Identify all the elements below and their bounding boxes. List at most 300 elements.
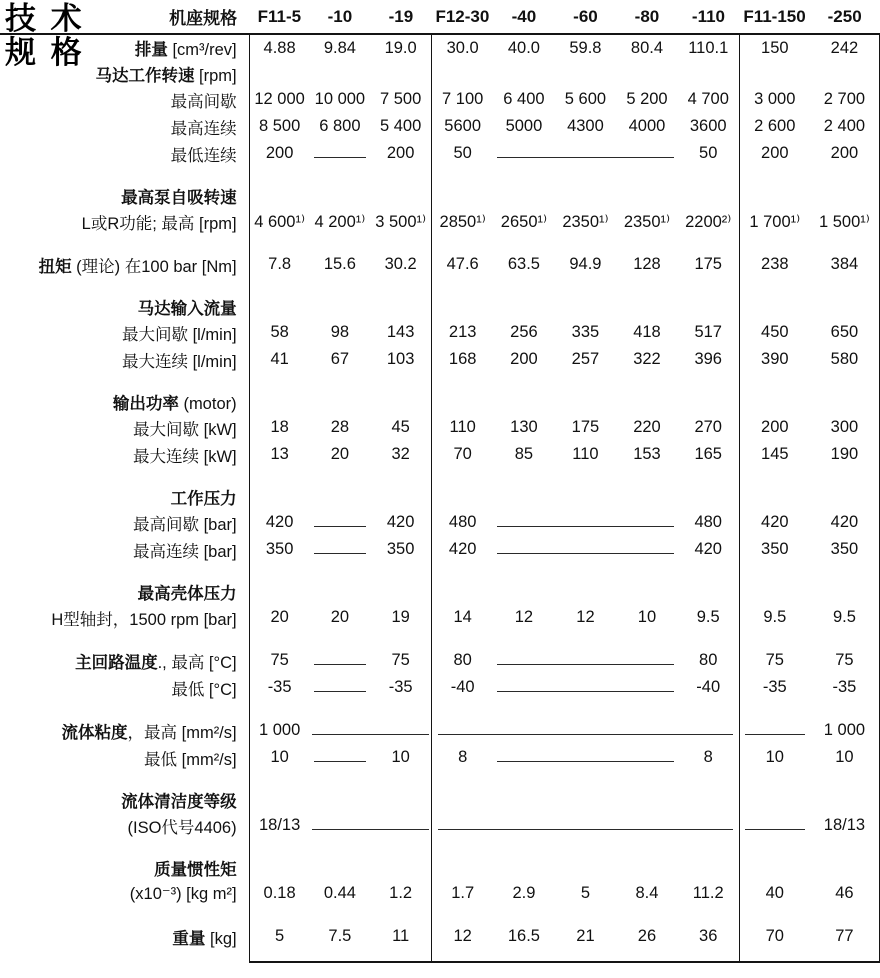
value-cell: -35 [388,678,413,696]
value-cell: 19 [391,608,410,626]
data-row [0,441,880,468]
span-line-cell [432,717,740,744]
value-cell: 175 [571,418,600,436]
value-cell: 2350¹⁾ [562,212,609,231]
row-label: H型轴封，1500 rpm [bar] [51,610,237,629]
empty-cell [739,579,879,604]
data-row [0,880,880,907]
value-cell: 50 [699,144,718,162]
value-cell: 2 600 [739,113,810,140]
data-row [0,113,880,140]
spacer-row [0,167,880,183]
value-cell: 153 [633,445,661,463]
empty-cell [739,839,879,855]
value-cell: 30.2 [384,255,417,273]
value-cell: 4 200¹⁾ [314,212,366,231]
empty-cell [249,183,432,208]
empty-cell [739,468,879,484]
continuation-line [314,553,366,554]
row-label [0,950,249,962]
empty-cell [249,787,432,812]
span-line-cell [739,812,810,839]
value-cell: 2 700 [810,86,880,113]
value-cell: 18/13 [249,812,310,839]
value-cell: 40 [739,880,810,907]
empty-cell [739,855,879,880]
empty-cell [432,389,740,414]
page-title [5,2,85,70]
row-label: 最高连续 [bar] [133,542,237,561]
value-cell: 28 [330,418,350,436]
continuation-line [314,526,366,527]
empty-cell [249,484,432,509]
empty-cell [739,787,879,812]
empty-cell [249,167,432,183]
value-cell: 7 100 [432,86,494,113]
value-cell: 322 [633,350,661,368]
row-label: 最大间歇 [l/min] [122,325,237,344]
value-cell: -35 [739,674,810,701]
value-cell: 11 [392,927,410,945]
value-cell: 80 [432,647,494,674]
value-cell: 450 [739,319,810,346]
row-label: 最低 [°C] [171,680,237,699]
row-label: 最高连续 [170,119,237,138]
value-cell: 10 000 [314,90,366,108]
value-cell: 77 [810,923,880,950]
value-cell: 1 000 [249,717,310,744]
corner-label: 机座规格 [0,0,249,34]
continuation-line [314,761,366,762]
spacer-row [0,839,880,855]
empty-cell [739,278,879,294]
row-label [0,563,249,579]
empty-cell [249,771,432,787]
value-cell: 67 [330,350,350,368]
continuation-line [312,734,429,735]
value-cell: -40 [432,674,494,701]
value-cell: 18/13 [810,812,880,839]
data-row [0,34,880,61]
continuation-line [497,157,674,158]
column-header: -19 [370,0,432,34]
value-cell: 396 [694,350,722,368]
empty-cell [739,771,879,787]
value-cell: 3 000 [739,86,810,113]
value-cell: 46 [810,880,880,907]
column-header: -10 [310,0,371,34]
value-cell: 150 [739,34,810,61]
value-cell: 580 [810,346,880,373]
value-cell: 200 [810,140,880,167]
empty-cell [249,907,432,923]
value-cell: 8.4 [635,884,659,902]
value-cell: 200 [510,350,538,368]
value-cell: 10 [249,744,310,771]
value-cell: 190 [810,441,880,468]
row-label: 最大连续 [l/min] [122,352,237,371]
value-cell: 20 [249,604,310,631]
value-cell: 480 [694,513,722,531]
spacer-row [0,235,880,251]
page-title-line-1: 技 术 [5,1,85,36]
value-cell: 75 [249,647,310,674]
empty-cell [432,631,740,647]
value-cell: 1.2 [389,884,413,902]
row-label: 排量 [cm³/rev] [134,41,237,59]
value-cell: 50 [432,140,494,167]
row-label: 流体清洁度等级 [121,792,237,811]
value-cell: 7.5 [328,927,352,945]
empty-cell [432,468,740,484]
column-header: -80 [616,0,678,34]
row-label: 扭矩 (理论) 在100 bar [Nm] [38,257,237,276]
value-cell: 2 400 [810,113,880,140]
spacer-row [0,631,880,647]
value-cell: 2200²⁾ [685,212,732,231]
value-cell: 10 [810,744,880,771]
empty-cell [432,183,740,208]
data-row [0,208,880,235]
empty-cell [432,907,740,923]
value-cell: 12 [576,608,595,626]
empty-cell [249,855,432,880]
row-label [0,771,249,787]
continuation-line [497,526,674,527]
data-row [0,647,880,674]
value-cell: 6 800 [319,117,361,135]
empty-cell [432,701,740,717]
value-cell: 75 [810,647,880,674]
value-cell: 256 [510,323,538,341]
value-cell: 19.0 [384,38,417,57]
value-cell: 4000 [628,117,666,135]
value-cell: 6 400 [503,90,545,108]
empty-cell [432,839,740,855]
value-cell: 12 000 [249,86,310,113]
value-cell: 32 [391,445,410,463]
row-label: 最大间歇 [kW] [133,420,237,439]
value-cell: 143 [386,323,415,341]
value-cell: 420 [386,513,415,531]
value-cell: 15.6 [323,255,356,273]
value-cell: 2350¹⁾ [623,212,671,231]
value-cell: 1 500¹⁾ [810,208,880,235]
empty-cell [432,771,740,787]
empty-cell [432,563,740,579]
value-cell: 70 [739,923,810,950]
value-cell: 200 [739,140,810,167]
section-row [0,294,880,319]
data-row [0,251,880,278]
empty-cell [249,839,432,855]
span-line-cell [493,536,678,563]
data-row [0,604,880,631]
row-label: 主回路温度., 最高 [°C] [75,653,237,672]
value-cell: 350 [810,536,880,563]
row-label [0,907,249,923]
value-cell: 420 [739,509,810,536]
value-cell: 9.5 [696,608,720,626]
empty-cell [249,235,432,251]
empty-cell [432,373,740,389]
value-cell: 1 700¹⁾ [739,208,810,235]
value-cell: 9.5 [739,604,810,631]
row-label: 输出功率 (motor) [112,394,237,413]
section-row [0,787,880,812]
value-cell: 5600 [432,113,494,140]
value-cell: 5 [249,923,310,950]
value-cell: 168 [432,346,494,373]
value-cell: 110 [572,445,599,463]
value-cell: 94.9 [569,255,602,273]
value-cell: 384 [810,251,880,278]
value-cell: 20 [330,445,350,463]
empty-cell [739,950,879,962]
value-cell: 130 [510,418,538,436]
value-cell: 418 [633,323,661,341]
empty-cell [249,294,432,319]
spacer-row [0,701,880,717]
value-cell: 213 [432,319,494,346]
value-cell: 420 [249,509,310,536]
row-label: 最高间歇 [170,92,237,111]
span-line-cell [310,647,371,674]
row-label: 最大连续 [kW] [133,447,237,466]
value-cell: 350 [249,536,310,563]
section-row [0,61,880,86]
value-cell: 75 [391,651,410,669]
spacer-row [0,468,880,484]
continuation-line [497,553,674,554]
value-cell: 390 [739,346,810,373]
value-cell: 9.84 [323,38,356,57]
value-cell: 4300 [567,117,604,135]
value-cell: 420 [810,509,880,536]
continuation-line [497,761,674,762]
value-cell: 5000 [505,117,543,135]
empty-cell [432,61,740,86]
value-cell: 36 [699,927,718,945]
continuation-line [745,829,805,830]
value-cell: 7.8 [249,251,310,278]
data-row [0,140,880,167]
value-cell: 30.0 [432,34,494,61]
empty-cell [739,631,879,647]
value-cell: 300 [810,414,880,441]
row-label: (ISO代号4406) [127,818,237,837]
column-header: F11-150 [739,0,810,34]
value-cell: 5 200 [626,90,668,108]
span-line-cell [310,717,432,744]
empty-cell [432,579,740,604]
value-cell: 242 [810,34,880,61]
empty-cell [739,294,879,319]
span-line-cell [493,509,678,536]
empty-cell [739,167,879,183]
empty-cell [249,631,432,647]
row-label: 最高泵自吸转速 [121,188,237,207]
data-row [0,509,880,536]
empty-cell [739,183,879,208]
value-cell: 110 [432,414,494,441]
value-cell: 200 [249,140,310,167]
span-line-cell [310,744,371,771]
span-line-cell [739,717,810,744]
value-cell: 5 400 [380,117,422,135]
row-label [0,468,249,484]
value-cell: 18 [249,414,310,441]
data-row [0,536,880,563]
value-cell: 8 500 [249,113,310,140]
spacer-row [0,771,880,787]
continuation-line [314,664,366,665]
value-cell: 4 700 [687,90,729,108]
value-cell: 14 [432,604,494,631]
value-cell: 70 [432,441,494,468]
value-cell: 517 [694,323,722,341]
spacer-row [0,373,880,389]
empty-cell [739,389,879,414]
empty-cell [249,563,432,579]
value-cell: 270 [694,418,722,436]
value-cell: 12 [432,923,494,950]
span-line-cell [493,674,678,701]
continuation-line [497,664,674,665]
value-cell: 8 [432,744,494,771]
value-cell: 10 [739,744,810,771]
value-cell: 4 600¹⁾ [249,208,310,235]
value-cell: 80.4 [630,38,664,57]
empty-cell [739,235,879,251]
row-label: (x10⁻³) [kg m²] [129,884,237,903]
empty-cell [249,579,432,604]
span-line-cell [493,744,678,771]
continuation-line [438,829,732,830]
section-row [0,183,880,208]
value-cell: -35 [810,674,880,701]
row-label: L或R功能; 最高 [rpm] [81,214,237,233]
spacer-row [0,278,880,294]
value-cell: 7 500 [380,90,422,108]
value-cell: 128 [633,255,661,273]
value-cell: 350 [739,536,810,563]
section-row [0,579,880,604]
page-title-line-2: 规 格 [5,35,85,71]
value-cell: 10 [637,608,657,626]
span-line-cell [493,647,678,674]
value-cell: 220 [633,418,661,436]
value-cell: 2.9 [512,884,536,902]
value-cell: 13 [249,441,310,468]
value-cell: 0.44 [323,884,356,902]
data-row [0,319,880,346]
row-label: 最高壳体压力 [137,584,237,603]
row-label: 工作压力 [170,489,237,508]
row-label: 马达工作转速 [rpm] [95,66,237,85]
value-cell: 5 [580,884,591,902]
value-cell: 75 [739,647,810,674]
empty-cell [432,855,740,880]
section-row [0,484,880,509]
column-header: F12-30 [432,0,494,34]
row-label: 重量 [kg] [172,929,237,948]
empty-cell [249,278,432,294]
value-cell: 175 [694,255,722,273]
row-label [0,839,249,855]
value-cell: 63.5 [507,255,540,273]
value-cell: 98 [330,323,350,341]
value-cell: 40.0 [507,38,540,57]
value-cell: 26 [637,927,657,945]
empty-cell [432,278,740,294]
empty-cell [249,389,432,414]
section-row [0,389,880,414]
row-label: 质量惯性矩 [154,860,237,879]
column-header: -40 [493,0,555,34]
value-cell: 165 [694,445,722,463]
column-header: F11-5 [249,0,310,34]
value-cell: 3 500¹⁾ [375,212,427,231]
value-cell: 3600 [689,117,727,135]
value-cell: 9.5 [810,604,880,631]
value-cell: 257 [571,350,600,368]
value-cell: 21 [576,927,595,945]
row-label [0,167,249,183]
span-line-cell [310,812,432,839]
span-line-cell [310,536,371,563]
empty-cell [249,701,432,717]
value-cell: 10 [391,748,410,766]
empty-cell [739,907,879,923]
row-label [0,631,249,647]
value-cell: 200 [739,414,810,441]
span-line-cell [493,140,678,167]
span-line-cell [310,509,371,536]
value-cell: 420 [694,540,722,558]
value-cell: 8 [703,748,713,766]
empty-cell [432,484,740,509]
column-header: -60 [555,0,617,34]
empty-cell [249,373,432,389]
value-cell: 1.7 [432,880,494,907]
empty-cell [739,563,879,579]
row-label: 马达输入流量 [137,299,237,318]
column-header: -110 [678,0,740,34]
value-cell: 80 [699,651,718,669]
value-cell: 2650¹⁾ [500,212,548,231]
value-cell: 45 [391,418,410,436]
value-cell: 650 [810,319,880,346]
row-label: 最低连续 [170,146,237,165]
continuation-line [314,691,366,692]
value-cell: 1 000 [810,717,880,744]
value-cell: 11.2 [692,884,724,902]
empty-cell [739,484,879,509]
empty-cell [432,167,740,183]
data-row [0,923,880,950]
empty-cell [432,235,740,251]
empty-cell [739,701,879,717]
row-label [0,373,249,389]
value-cell: 12 [514,608,534,626]
section-row [0,855,880,880]
header-row [0,0,880,34]
empty-cell [249,468,432,484]
row-label: 最高间歇 [bar] [133,515,237,534]
continuation-line [312,829,429,830]
value-cell: 2850¹⁾ [432,208,494,235]
